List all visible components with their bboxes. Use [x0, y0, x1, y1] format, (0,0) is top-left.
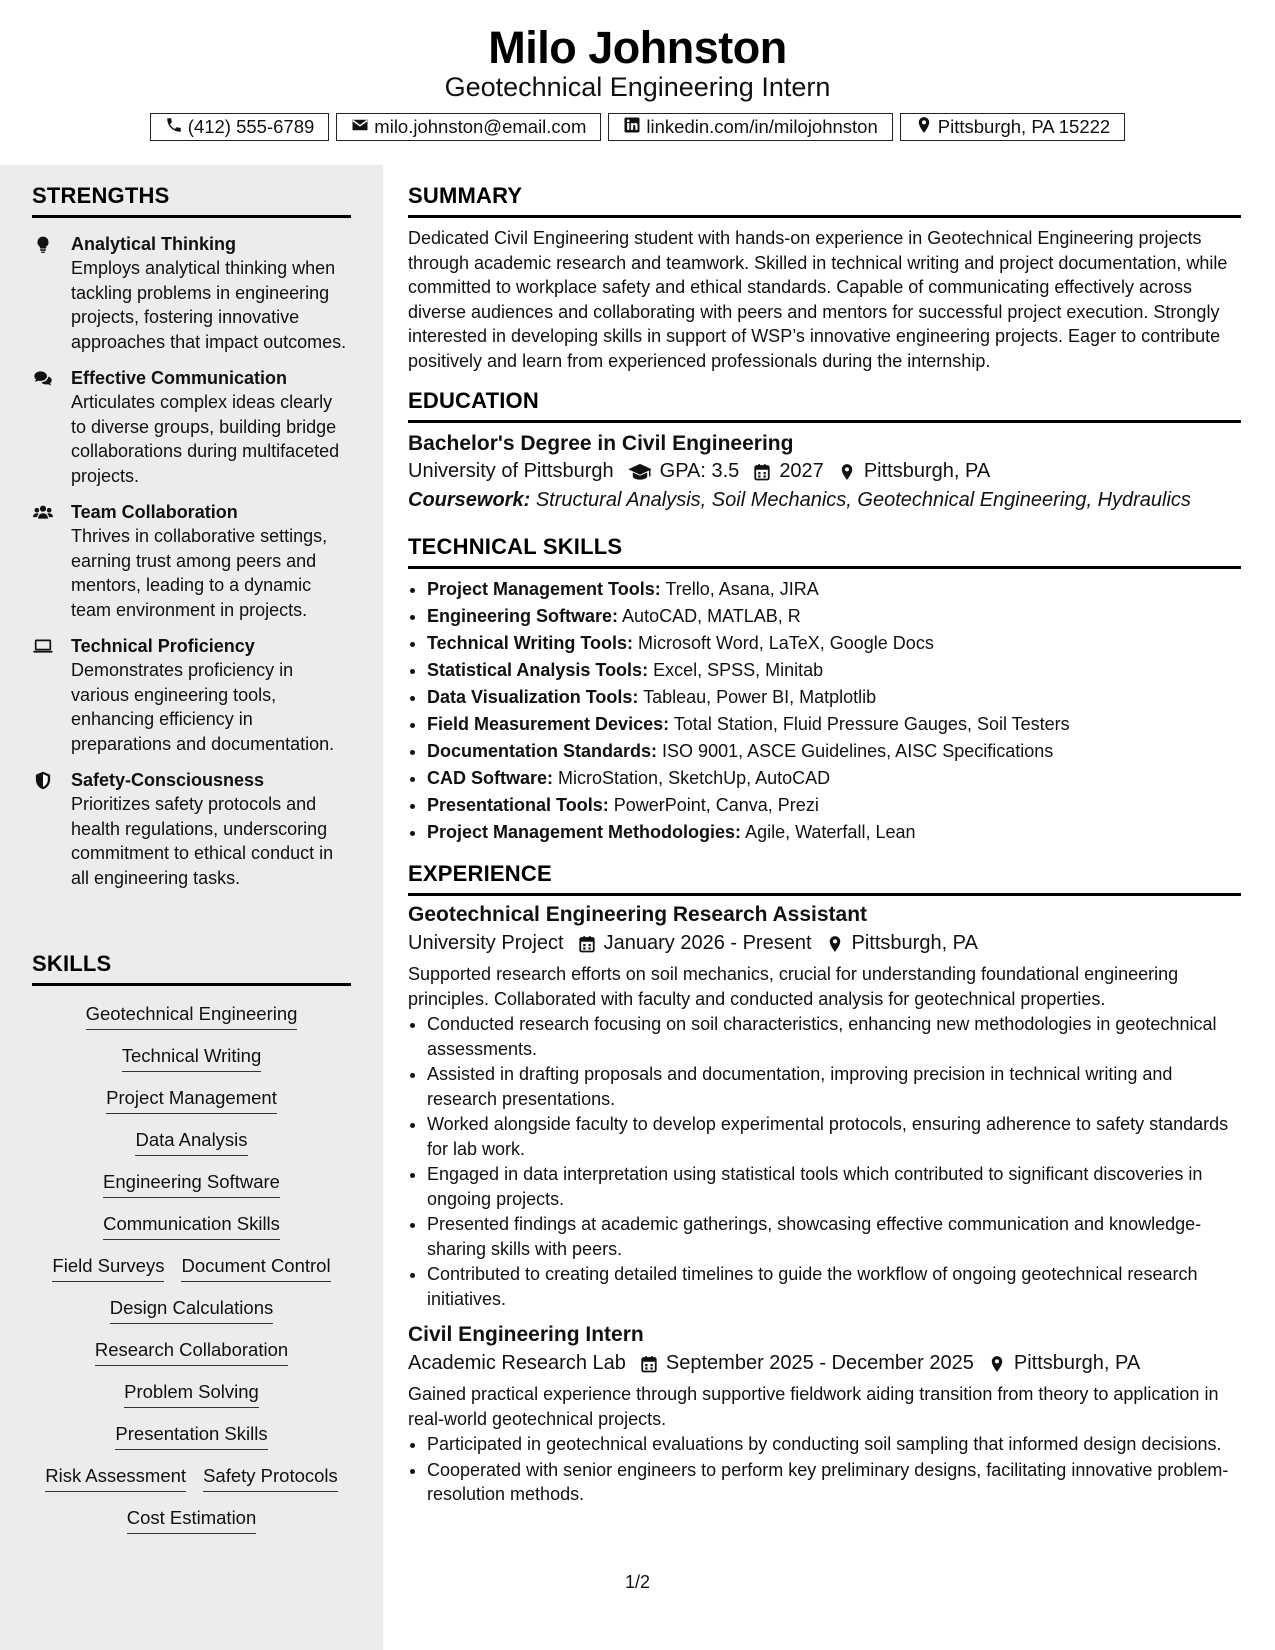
skill-row	[32, 1170, 351, 1198]
tech-skill-value: ISO 9001, ASCE Guidelines, AISC Specifications	[662, 741, 1054, 761]
education-heading: EDUCATION	[408, 388, 1241, 423]
skill-tag: Field Surveys	[52, 1254, 164, 1282]
comments-icon	[32, 369, 54, 389]
strength-description: Articulates complex ideas clearly to diverse groups, building bridge collaborations during multifaceted projects.	[71, 392, 340, 486]
tech-skill-value: Microsoft Word, LaTeX, Google Docs	[638, 633, 934, 653]
job-location: Pittsburgh, PA	[851, 932, 978, 954]
phone-text: (412) 555-6789	[187, 116, 315, 137]
tech-skill-value: AutoCAD, MATLAB, R	[622, 606, 801, 626]
sidebar	[0, 165, 383, 1650]
skill-tag: Data Analysis	[135, 1128, 247, 1156]
tech-skill-item	[427, 657, 1241, 684]
skill-row	[32, 1464, 351, 1492]
coursework-list: Structural Analysis, Soil Mechanics, Geotechnical Engineering, Hydraulics	[535, 489, 1191, 511]
tech-skill-label: Technical Writing Tools:	[427, 633, 634, 653]
calendar-icon	[753, 463, 771, 481]
tech-skill-label: CAD Software:	[427, 768, 554, 788]
strength-description: Prioritizes safety protocols and health regulations, underscoring commitment to ethical conduct in all engineering tasks.	[71, 794, 334, 888]
skill-row	[32, 1506, 351, 1534]
skills-section	[32, 951, 351, 1534]
skill-tag: Problem Solving	[124, 1380, 259, 1408]
skill-row	[32, 1086, 351, 1114]
tech-skill-label: Project Management Tools:	[427, 579, 661, 599]
skill-row	[32, 1338, 351, 1366]
calendar-icon	[578, 935, 596, 953]
calendar-icon	[640, 1355, 658, 1373]
strength-item	[32, 634, 351, 756]
skill-row	[32, 1254, 351, 1282]
job-location: Pittsburgh, PA	[1013, 1352, 1141, 1374]
job-bullets	[408, 1012, 1241, 1311]
education-meta	[408, 460, 1241, 483]
envelope-icon	[351, 116, 369, 139]
skill-tag: Geotechnical Engineering	[86, 1002, 298, 1030]
experience-entry	[408, 1323, 1241, 1507]
strength-item	[32, 768, 351, 890]
tech-skill-label: Engineering Software:	[427, 606, 619, 626]
tech-skill-item	[427, 819, 1241, 846]
map-pin-icon	[915, 116, 933, 139]
skill-tag: Design Calculations	[110, 1296, 274, 1324]
job-meta	[408, 1352, 1241, 1375]
strength-item	[32, 232, 351, 354]
job-bullet: • Assisted in drafting proposals and documentation, improving precision in technical writing and research presentations.	[427, 1062, 1241, 1111]
coursework	[408, 489, 1241, 512]
school-name: University of Pittsburgh	[408, 460, 614, 482]
job-organization: Academic Research Lab	[408, 1352, 626, 1374]
job-dates: January 2026 - Present	[603, 932, 812, 954]
contact-phone[interactable]	[150, 113, 330, 141]
skills-heading: SKILLS	[32, 951, 351, 986]
job-bullet: • Presented findings at academic gatherings, showcasing effective communication and knowledge-sharing skills with peers.	[427, 1212, 1241, 1261]
tech-skill-value: Tableau, Power BI, Matplotlib	[643, 687, 877, 707]
gpa-text: GPA: 3.5	[659, 460, 740, 482]
contact-linkedin[interactable]	[608, 113, 892, 141]
candidate-role: Geotechnical Engineering Intern	[444, 72, 831, 102]
job-bullets	[408, 1432, 1241, 1507]
summary-heading: SUMMARY	[408, 183, 1241, 218]
skill-tag: Communication Skills	[103, 1212, 280, 1240]
technical-skills-heading: TECHNICAL SKILLS	[408, 534, 1241, 569]
degree-title: Bachelor's Degree in Civil Engineering	[408, 432, 794, 455]
job-bullet: • Engaged in data interpretation using statistical tools which contributed to significant discoveries in ongoing projects.	[427, 1162, 1241, 1211]
map-pin-icon	[838, 463, 856, 481]
graduation-year: 2027	[779, 460, 824, 482]
map-pin-icon	[826, 935, 844, 953]
job-title: Civil Engineering Intern	[408, 1323, 644, 1346]
skill-tag: Cost Estimation	[127, 1506, 257, 1534]
skill-row	[32, 1422, 351, 1450]
tech-skill-item	[427, 576, 1241, 603]
coursework-label: Coursework:	[408, 489, 531, 511]
resume-header	[0, 0, 1275, 165]
map-pin-icon	[988, 1355, 1006, 1373]
technical-skills-list	[408, 576, 1241, 846]
email-text: milo.johnston@email.com	[374, 116, 587, 137]
experience-heading: EXPERIENCE	[408, 861, 1241, 896]
tech-skill-label: Field Measurement Devices:	[427, 714, 670, 734]
skill-row	[32, 1044, 351, 1072]
contact-email[interactable]	[336, 113, 601, 141]
linkedin-icon	[623, 116, 641, 139]
job-organization: University Project	[408, 932, 564, 954]
job-title: Geotechnical Engineering Research Assistant	[408, 903, 868, 926]
main-content	[408, 165, 1241, 1507]
tech-skill-value: Trello, Asana, JIRA	[665, 579, 819, 599]
graduation-cap-icon	[628, 463, 652, 481]
strength-description: Employs analytical thinking when tackling problems in engineering projects, fostering innovative approaches that impact outcomes.	[71, 258, 347, 352]
strength-title: Effective Communication	[71, 368, 288, 388]
candidate-name: Milo Johnston	[488, 22, 787, 73]
job-bullet: • Contributed to creating detailed timelines to guide the workflow of ongoing geotechnical research initiatives.	[427, 1262, 1241, 1311]
tech-skill-item	[427, 603, 1241, 630]
job-dates: September 2025 - December 2025	[665, 1352, 974, 1374]
users-icon	[32, 503, 54, 523]
job-bullet: • Conducted research focusing on soil characteristics, enhancing new methodologies in geotechnical assessments.	[427, 1012, 1241, 1061]
strength-item	[32, 366, 351, 488]
tech-skill-item	[427, 684, 1241, 711]
summary-text: Dedicated Civil Engineering student with hands-on experience in Geotechnical Engineering projects through academic research and teamwork. Skilled in technical writing and project documentation, while committed to workplace safety and ethical standards. Capable of communicating effectively across diverse audiences and collaborating with peers and mentors for successful project execution. Strongly interested in developing skills in support of WSP’s innovative engineering projects. Eager to contribute positively and learn from experienced professionals during the internship.	[408, 228, 1228, 371]
location-text: Pittsburgh, PA 15222	[937, 116, 1111, 137]
job-description: Gained practical experience through supportive fieldwork aiding transition from theory to application in real-world geotechnical projects.	[408, 1384, 1219, 1429]
tech-skill-label: Data Visualization Tools:	[427, 687, 639, 707]
laptop-icon	[32, 637, 54, 657]
lightbulb-icon	[32, 235, 54, 255]
strengths-section	[32, 183, 351, 890]
tech-skill-value: PowerPoint, Canva, Prezi	[613, 795, 819, 815]
phone-icon	[165, 116, 183, 139]
skill-tag: Safety Protocols	[203, 1464, 338, 1492]
tech-skill-item	[427, 630, 1241, 657]
skill-row	[32, 1380, 351, 1408]
strength-title: Analytical Thinking	[71, 234, 237, 254]
contact-location	[900, 113, 1125, 141]
skill-tag: Engineering Software	[103, 1170, 280, 1198]
skill-tag: Risk Assessment	[45, 1464, 186, 1492]
skill-tag: Technical Writing	[122, 1044, 262, 1072]
skill-row	[32, 1296, 351, 1324]
tech-skill-item	[427, 765, 1241, 792]
strength-title: Team Collaboration	[71, 502, 238, 522]
skill-row	[32, 1002, 351, 1030]
strength-title: Technical Proficiency	[71, 636, 255, 656]
strength-description: Demonstrates proficiency in various engineering tools, enhancing efficiency in preparations and documentation.	[71, 660, 335, 754]
job-bullet: • Participated in geotechnical evaluations by conducting soil sampling that informed design decisions.	[427, 1432, 1241, 1457]
skill-tag: Project Management	[106, 1086, 277, 1114]
skill-row	[32, 1128, 351, 1156]
page-number: 1/2	[625, 1572, 651, 1592]
tech-skill-label: Statistical Analysis Tools:	[427, 660, 649, 680]
tech-skill-label: Documentation Standards:	[427, 741, 658, 761]
tech-skill-value: Total Station, Fluid Pressure Gauges, Soil Testers	[673, 714, 1070, 734]
strength-item	[32, 500, 351, 622]
skill-row	[32, 1212, 351, 1240]
tech-skill-item	[427, 711, 1241, 738]
tech-skill-label: Project Management Methodologies:	[427, 822, 742, 842]
job-description: Supported research efforts on soil mechanics, crucial for understanding foundational engineering principles. Collaborated with faculty and conducted analysis for geotechnical properties.	[408, 964, 1179, 1009]
tech-skill-label: Presentational Tools:	[427, 795, 609, 815]
shield-icon	[32, 771, 54, 791]
job-bullet: • Cooperated with senior engineers to perform key preliminary designs, facilitating innovative problem-resolution methods.	[427, 1458, 1241, 1507]
tech-skill-item	[427, 792, 1241, 819]
linkedin-text: linkedin.com/in/milojohnston	[646, 116, 878, 137]
experience-entry	[408, 903, 1241, 1311]
skill-tag: Research Collaboration	[95, 1338, 288, 1366]
skill-tag: Document Control	[181, 1254, 330, 1282]
tech-skill-value: Agile, Waterfall, Lean	[745, 822, 916, 842]
education-location: Pittsburgh, PA	[863, 460, 991, 482]
strengths-heading: STRENGTHS	[32, 183, 351, 218]
job-meta	[408, 932, 1241, 955]
skill-tag: Presentation Skills	[115, 1422, 267, 1450]
job-bullet: • Worked alongside faculty to develop experimental protocols, ensuring adherence to safety standards for lab work.	[427, 1112, 1241, 1161]
tech-skill-value: MicroStation, SketchUp, AutoCAD	[558, 768, 831, 788]
tech-skill-value: Excel, SPSS, Minitab	[653, 660, 824, 680]
tech-skill-item	[427, 738, 1241, 765]
strength-title: Safety-Consciousness	[71, 770, 265, 790]
strength-description: Thrives in collaborative settings, earning trust among peers and mentors, leading to a dynamic team environment in projects.	[71, 526, 328, 620]
contact-bar	[0, 113, 1275, 141]
